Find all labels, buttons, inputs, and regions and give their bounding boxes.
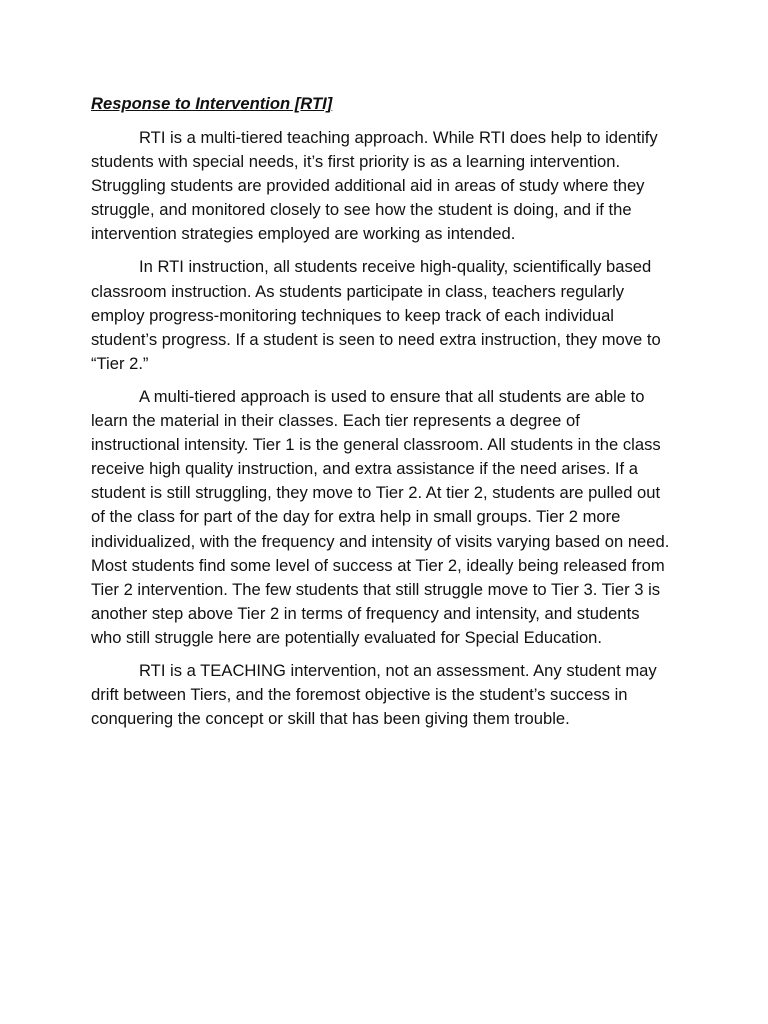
paragraph-multi-tiered-approach: A multi-tiered approach is used to ensure that all students are able to learn the material in their classes. Each tier represents a degree of instructional intensity. Tier 1 is the general classroom. All students in the class receive high quality instruction, and extra assistance if the need arises. If a student is still struggling, they move to Tier 2. At tier 2, students are pulled out of the class for part of the day for extra help in small groups. Tier 2 more individualized, with the frequency and intensity of visits varying based on need. Most students find some level of success at Tier 2, ideally being released from Tier 2 intervention. The few students that still struggle move to Tier 3. Tier 3 is another step above Tier 2 in terms of frequency and intensity, and students who still struggle here are potentially evaluated for Special Education. <box>91 386 670 647</box>
paragraph-rti-instruction: In RTI instruction, all students receive high-quality, scientifically based classroom instruction. As students participate in class, teachers regularly employ progress-monitoring techniques to keep track of each individual student’s progress. If a student is seen to need extra instruction, they move to “Tier 2.” <box>91 257 661 373</box>
paragraph-teaching-intervention: RTI is a TEACHING intervention, not an assessment. Any student may drift between Tiers, and the foremost objective is the student’s success in conquering the concept or skill that has been giving them trouble. <box>91 660 657 729</box>
paragraph-rti-overview: RTI is a multi-tiered teaching approach. While RTI does help to identify students with special needs, it’s first priority is as a learning intervention. Struggling students are provided additional aid in areas of study where they struggle, and monitored closely to see how the student is doing, and if the intervention strategies employed are working as intended. <box>91 128 658 244</box>
document-title: Response to Intervention [RTI] <box>91 94 333 113</box>
